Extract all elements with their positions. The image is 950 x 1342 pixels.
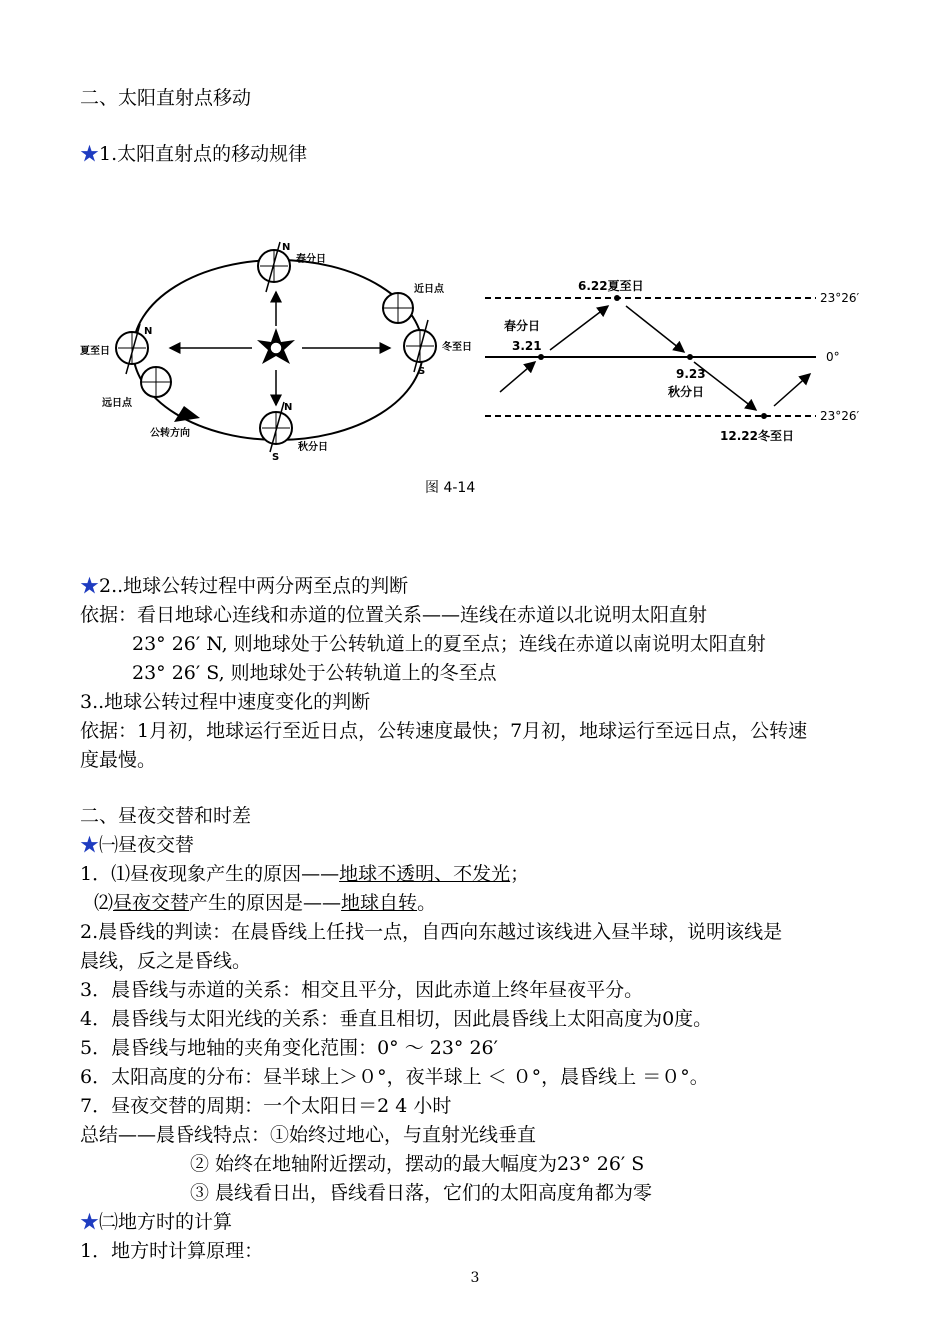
- p2b: 晨线，反之是昏线。: [80, 950, 252, 972]
- sub2-heading: [80, 1208, 232, 1236]
- page-number: 3: [470, 1270, 480, 1286]
- p1b-underline-2: 地球自转: [341, 892, 418, 914]
- sun-icon: [257, 328, 295, 364]
- sub1-text: ㈠昼夜交替: [99, 834, 195, 856]
- p6: 6．太阳高度的分布：昼半球上＞０°，夜半球上 ＜ ０°，晨昏线上 ＝０°。: [80, 1066, 709, 1088]
- p5: 5．晨昏线与地轴的夹角变化范围：0° ～ 23° 26′: [80, 1037, 498, 1059]
- label-lat-south: 23°26′: [820, 409, 860, 423]
- item2-line1: 依据：看日地球心连线和赤道的位置关系——连线在赤道以北说明太阳直射: [80, 604, 708, 626]
- point-winter: [761, 413, 767, 419]
- summary1: 总结——晨昏线特点：①始终过地心，与直射光线垂直: [80, 1124, 537, 1146]
- star-icon: ★: [80, 575, 100, 597]
- label-south-winter: S: [418, 366, 426, 377]
- p1a-pre: 1．⑴昼夜现象产生的原因——: [80, 863, 340, 885]
- label-north-autumn: N: [284, 402, 293, 413]
- point-spring: [538, 354, 544, 360]
- figure-4-14: [80, 230, 880, 510]
- earth-winter-icon: [404, 320, 436, 372]
- label-aphelion: 远日点: [102, 398, 132, 409]
- item1-heading: [80, 140, 307, 168]
- item2-heading: [80, 572, 408, 600]
- p1b-post: 。: [417, 892, 437, 914]
- earth-perihelion-icon: [383, 293, 413, 323]
- sub1-heading: [80, 831, 194, 859]
- p4: 4．晨昏线与太阳光线的关系：垂直且相切，因此晨昏线上太阳高度为0度。: [80, 1008, 713, 1030]
- sub2-text: ㈡地方时的计算: [99, 1211, 233, 1233]
- label-north-spring: N: [282, 242, 291, 253]
- star-icon: ★: [80, 834, 100, 856]
- item1-text: 1.太阳直射点的移动规律: [99, 143, 308, 165]
- item3-line2: 度最慢。: [80, 749, 157, 771]
- label-spring-name: 春分日: [504, 319, 541, 333]
- item3-title: 3..地球公转过程中速度变化的判断: [80, 691, 371, 713]
- item2-line2: 23° 26′ N, 则地球处于公转轨道上的夏至点；连线在赤道以南说明太阳直射: [132, 633, 766, 655]
- item2-line3: 23° 26′ S, 则地球处于公转轨道上的冬至点: [132, 662, 497, 684]
- section2-title: 二、昼夜交替和时差: [80, 805, 252, 827]
- p1a-underline: 地球不透明、不发光: [339, 863, 511, 885]
- label-lat-north: 23°26′: [820, 291, 860, 305]
- p8: 1．地方时计算原理：: [80, 1240, 264, 1262]
- point-summer: [614, 295, 620, 301]
- star-icon: ★: [80, 1211, 100, 1233]
- section1-title: 二、太阳直射点移动: [80, 87, 252, 109]
- p1b: [94, 889, 436, 917]
- label-direction: 公转方向: [150, 428, 190, 439]
- p1b-underline-1: 昼夜交替: [113, 892, 190, 914]
- label-autumn-name: 秋分日: [668, 385, 705, 399]
- label-south-autumn: S: [272, 452, 280, 463]
- label-autumn-date: 9.23: [676, 367, 706, 381]
- label-lat-zero: 0°: [826, 350, 840, 364]
- earth-aphelion-icon: [141, 367, 171, 397]
- item3-line1: 依据：1月初，地球运行至近日点，公转速度最快；7月初，地球运行至远日点，公转速: [80, 720, 808, 742]
- p2a: 2.晨昏线的判读：在晨昏线上任找一点，自西向东越过该线进入昼半球，说明该线是: [80, 921, 783, 943]
- label-summer: 夏至日: [80, 346, 110, 357]
- p3: 3．晨昏线与赤道的关系：相交且平分，因此赤道上终年昼夜平分。: [80, 979, 644, 1001]
- label-spring: 春分日: [296, 254, 326, 265]
- label-winter-date: 12.22冬至日: [720, 429, 794, 443]
- label-autumn: 秋分日: [298, 442, 328, 453]
- p1b-mid: 产生的原因是——: [189, 892, 342, 914]
- label-perihelion: 近日点: [414, 284, 444, 295]
- item2-title: 2..地球公转过程中两分两至点的判断: [99, 575, 409, 597]
- p1b-pre: ⑵: [94, 892, 114, 914]
- label-winter: 冬至日: [442, 342, 472, 353]
- label-north-summer: N: [144, 326, 153, 337]
- p1a-post: ；: [510, 863, 530, 885]
- label-summer-date: 6.22夏至日: [578, 279, 644, 293]
- label-spring-date: 3.21: [512, 339, 542, 353]
- summary2: ② 始终在地轴附近摆动，摆动的最大幅度为23° 26′ S: [190, 1153, 645, 1175]
- p7: 7．昼夜交替的周期：一个太阳日＝2 4 小时: [80, 1095, 452, 1117]
- summary3: ③ 晨线看日出，昏线看日落，它们的太阳高度角都为零: [190, 1182, 653, 1204]
- point-autumn: [687, 354, 693, 360]
- figure-caption: 图 4-14: [425, 480, 476, 496]
- p1a: [80, 860, 529, 888]
- star-icon: ★: [80, 143, 100, 165]
